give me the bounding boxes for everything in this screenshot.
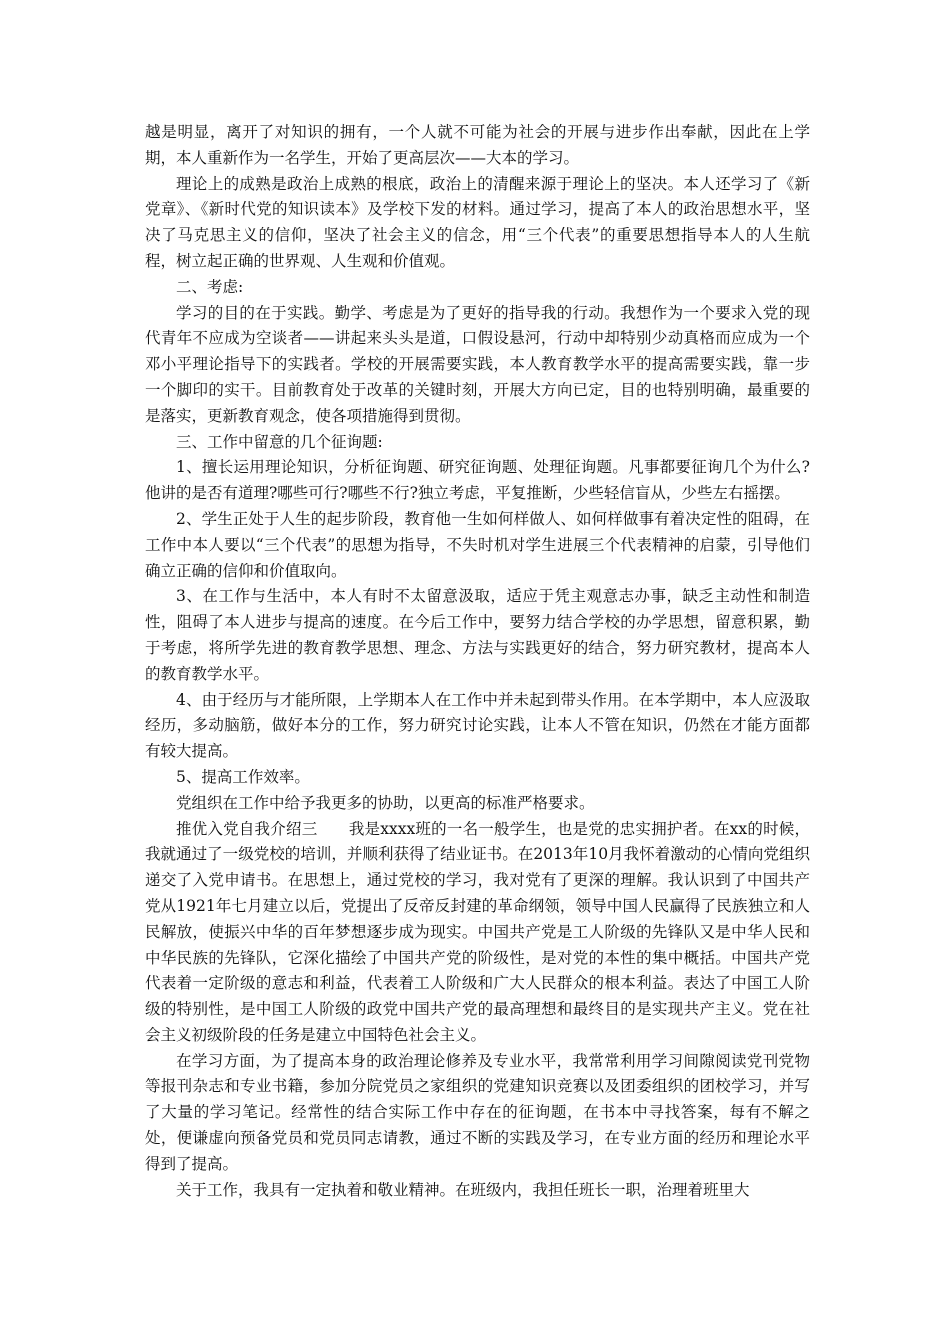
list-item-5: 5、提高工作效率。 (176, 767, 310, 786)
paragraph-continued: 越是明显，离开了对知识的拥有，一个人就不可能为社会的开展与进步作出奉献，因此在上学期，本人重新作为一名学生，开始了更高层次——大本的学习。 (145, 123, 810, 167)
section-heading-thinking: 二、考虑: (176, 277, 244, 296)
paragraph-party-help: 党组织在工作中给予我更多的协助，以更高的标准严格要求。 (176, 793, 595, 812)
paragraph-theory: 理论上的成熟是政治上成熟的根底，政治上的清醒来源于理论上的坚决。本人还学习了《新党章》、《新时代党的知识读本》及学校下发的材料。通过学习，提高了本人的政治思想水平，坚决了马克思主义的信仰，坚决了社会主义的信念，用“三个代表”的重要思想指导本人的人生航程，树立起正确的世界观、人生观和价值观。 (145, 174, 810, 270)
paragraph-work: 关于工作，我具有一定执着和敬业精神。在班级内，我担任班长一职，治理着班里大 (176, 1180, 750, 1199)
list-item-2: 2、学生正处于人生的起步阶段，教育他一生如何样做人、如何样做事有着决定性的阻碍，在工作中本人要以“三个代表”的思想为指导，不失时机对学生进展三个代表精神的启蒙，引导他们确立正确的信仰和价值取向。 (145, 509, 810, 580)
paragraph-study: 在学习方面，为了提高本身的政治理论修养及专业水平，我常常利用学习间隙阅读党刊党物等报刊杂志和专业书籍，参加分院党员之家组织的党建知识竞赛以及团委组织的团校学习，并写了大量的学习笔记。经常性的结合实际工作中存在的征询题，在书本中寻找答案，每有不解之处，便谦虚向预备党员和党员同志请教，通过不断的实践及学习，在专业方面的经历和理论水平得到了提高。 (145, 1051, 810, 1173)
list-item-4: 4、由于经历与才能所限，上学期本人在工作中并未起到带头作用。在本学期中，本人应汲取经历，多动脑筋，做好本分的工作，努力研究讨论实践，让本人不管在知识，仍然在才能方面都有较大提高。 (145, 690, 810, 761)
paragraph-practice: 学习的目的在于实践。勤学、考虑是为了更好的指导我的行动。我想作为一个要求入党的现代青年不应成为空谈者——讲起来头头是道，口假设悬河，行动中却特别少动真格而应成为一个邓小平理论指导下的实践者。学校的开展需要实践，本人教育教学水平的提高需要实践，靠一步一个脚印的实干。目前教育处于改革的关键时刻，开展大方向已定，目的也特别明确，最重要的是落实，更新教育观念，使各项措施得到贯彻。 (145, 303, 810, 425)
section-heading-issues: 三、工作中留意的几个征询题: (176, 432, 383, 451)
paragraph-self-intro: 推优入党自我介绍三 我是xxxx班的一名一般学生，也是党的忠实拥护者。在xx的时候，我就通过了一级党校的培训，并顺利获得了结业证书。在2013年10月我怀着激动的心情向党组织递交了入党申请书。在思想上，通过党校的学习，我对党有了更深的理解。我认识到了中国共产党从1921年七月建立以后，党提出了反帝反封建的革命纲领，领导中国人民赢得了民族独立和人民解放，使振兴中华的百年梦想逐步成为现实。中国共产党是工人阶级的先锋队又是中华人民和中华民族的先锋队，它深化描绘了中国共产党的阶级性，是对党的本性的集中概括。中国共产党代表着一定阶级的意志和利益，代表着工人阶级和广大人民群众的根本利益。表达了中国工人阶级的特别性，是中国工人阶级的政党中国共产党的最高理想和最终目的是实现共产主义。党在社会主义初级阶段的任务是建立中国特色社会主义。 (145, 819, 810, 1044)
list-item-1: 1、擅长运用理论知识，分析征询题、研究征询题、处理征询题。凡事都要征询几个为什么?他讲的是否有道理?哪些可行?哪些不行?独立考虑，平复推断，少些轻信盲从，少些左右摇摆。 (145, 458, 810, 503)
document-body (145, 120, 810, 1203)
list-item-3: 3、在工作与生活中，本人有时不太留意汲取，适应于凭主观意志办事，缺乏主动性和制造性，阻碍了本人进步与提高的速度。在今后工作中，要努力结合学校的办学思想，留意积累，勤于考虑，将所学先进的教育教学思想、理念、方法与实践更好的结合，努力研究教材，提高本人的教育教学水平。 (145, 587, 810, 683)
